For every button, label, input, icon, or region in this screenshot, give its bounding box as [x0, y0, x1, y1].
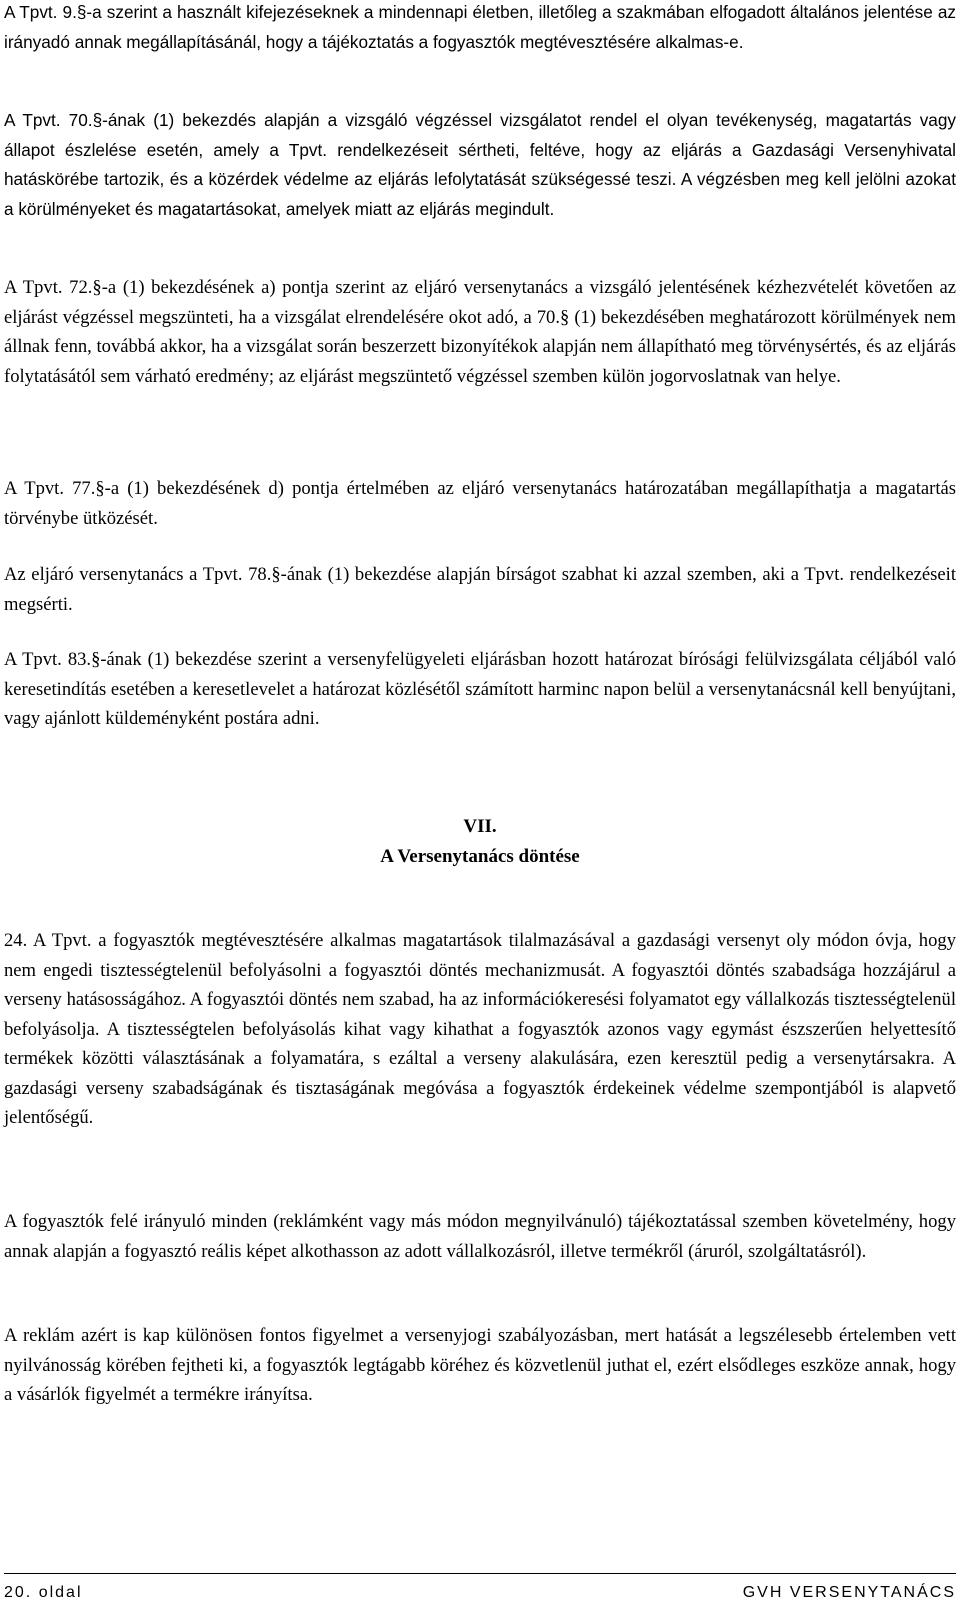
- footer-page-number: 20. oldal: [4, 1584, 83, 1601]
- paragraph-tajekoztatas: A fogyasztók felé irányuló minden (reklámként vagy más módon megnyilvánuló) tájékoztatással szemben követelmény, hogy annak alapján a fogyasztó reális képet alkothasson az adott vállalkozásról, illetve termékről (áruról, szolgáltatásról).: [4, 1211, 956, 1262]
- footer-divider: [4, 1573, 956, 1574]
- section-number: VII.: [463, 816, 497, 837]
- paragraph-tpvt-72: A Tpvt. 72.§-a (1) bekezdésének a) pontja szerint az eljáró versenytanács a vizsgáló jelentésének kézhezvételét követően az eljárást végzéssel megszünteti, ha a vizsgálat elrendelésére okot adó, a 70.§ (1) bekezdésében meghatározott körülmények nem állnak fenn, továbbá akkor, ha a vizsgálat során beszerzett bizonyítékok alapján nem állapítható meg törvénysértés, és az eljárás folytatásától sem várható eredmény; az eljárást megszüntető végzéssel szemben külön jogorvoslatnak van helye.: [4, 277, 956, 387]
- paragraph-tpvt-9: A Tpvt. 9.§-a szerint a használt kifejezéseknek a mindennapi életben, illetőleg a szakmában elfogadott általános jelentése az irányadó annak megállapításánál, hogy a tájékoztatás a fogyasztók megtévesztésére alkalmas-e.: [4, 2, 956, 52]
- paragraph-tpvt-78: Az eljáró versenytanács a Tpvt. 78.§-ának (1) bekezdése alapján bírságot szabhat ki azzal szemben, aki a Tpvt. rendelkezéseit megsérti.: [4, 564, 956, 615]
- paragraph-tpvt-77: A Tpvt. 77.§-a (1) bekezdésének d) pontja értelmében az eljáró versenytanács határozatában megállapíthatja a magatartás törvénybe ütközését.: [4, 478, 956, 529]
- paragraph-24: 24. A Tpvt. a fogyasztók megtévesztésére alkalmas magatartások tilalmazásával a gazdasági versenyt oly módon óvja, hogy nem engedi tisztességtelenül befolyásolni a fogyasztói döntés mechanizmusát. A fogyasztói döntés szabadsága hozzájárul a verseny hatásosságához. A fogyasztói döntés nem szabad, ha az információkeresési folyamatot egy vállalkozás tisztességtelenül befolyásolja. A tisztességtelen befolyásolás kihat vagy kihathat a fogyasztók azonos vagy egymást észszerűen helyettesítő termékek közötti választásának a folyamatára, s ezáltal a verseny alakulására, ezen keresztül pedig a versenytársakra. A gazdasági verseny szabadságának és tisztaságának megóvása a fogyasztók érdekeinek védelme szempontjából is alapvető jelentőségű.: [4, 930, 956, 1128]
- paragraph-tpvt-83: A Tpvt. 83.§-ának (1) bekezdése szerint a versenyfelügyeleti eljárásban hozott határozat bírósági felülvizsgálata céljából való keresetindítás esetében a keresetlevelet a határozat közlésétől számított harminc napon belül a versenytanácsnál kell benyújtani, vagy ajánlott küldeményként postára adni.: [4, 649, 956, 729]
- paragraph-tpvt-70: A Tpvt. 70.§-ának (1) bekezdés alapján a vizsgáló végzéssel vizsgálatot rendel el olyan tevékenység, magatartás vagy állapot észlelése esetén, amely a Tpvt. rendelkezéseit sértheti, feltéve, hogy az eljárás a Gazdasági Versenyhivatal hatáskörébe tartozik, és a közérdek védelme az eljárás lefolytatását szükségessé teszi. A végzésben meg kell jelölni azokat a körülményeket és magatartásokat, amelyek miatt az eljárás megindult.: [4, 110, 956, 219]
- paragraph-reklam: A reklám azért is kap különösen fontos figyelmet a versenyjogi szabályozásban, mert hatását a legszélesebb értelemben vett nyilvánosság körében fejtheti ki, a fogyasztók legtágabb köréhez és közvetlenül juthat el, ezért elsődleges eszköze annak, hogy a vásárlók figyelmét a termékre irányítsa.: [4, 1325, 956, 1405]
- section-title: A Versenytanács döntése: [380, 846, 580, 867]
- footer-organization: GVH VERSENYTANÁCS: [742, 1584, 956, 1601]
